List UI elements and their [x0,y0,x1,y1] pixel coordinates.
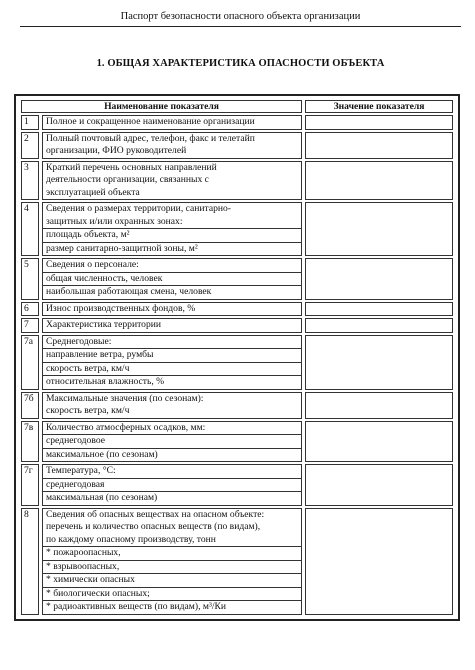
running-header: Паспорт безопасности опасного объекта организации [120,11,361,22]
table-row [21,258,453,300]
row-line: Характеристика территории [46,319,162,330]
table-row [21,318,453,333]
table-row [21,132,453,159]
row-line: * пожароопасных, [43,546,301,560]
value-cell[interactable] [305,302,453,317]
row-name [42,161,302,201]
value-cell[interactable] [305,202,453,256]
row-number: 4 [21,202,39,256]
row-line: общая численность, человек [43,272,301,286]
row-number: 8 [21,508,39,615]
row-line: Сведения о размерах территории, санитарно- [46,203,232,214]
row-name [42,508,302,615]
table-row [21,115,453,130]
row-line: * радиоактивных веществ (по видам), м³/Ки [43,600,301,614]
row-line: Полный почтовый адрес, телефон, факс и телетайп [46,132,255,144]
row-line: наибольшая работающая смена, человек [43,285,301,299]
value-cell[interactable] [305,392,453,419]
value-cell[interactable] [305,115,453,130]
value-cell[interactable] [305,258,453,300]
value-cell[interactable] [305,464,453,506]
row-line: деятельности организации, связанных с [46,174,209,185]
value-cell[interactable] [305,421,453,463]
row-number: 5 [21,258,39,300]
row-number: 7б [21,392,39,419]
row-number: 2 [21,132,39,159]
value-cell[interactable] [305,508,453,615]
row-line: направление ветра, румбы [43,348,301,362]
row-line: максимальное (по сезонам) [43,448,301,462]
row-line: Краткий перечень основных направлений [46,161,217,173]
row-name [42,421,302,463]
row-number: 7 [21,318,39,333]
row-line: Износ производственных фондов, % [46,302,196,314]
table-row [21,392,453,419]
row-line: Количество атмосферных осадков, мм: [46,421,206,433]
row-line: организации, ФИО руководителей [46,145,187,156]
header-rule [20,26,461,27]
table-row [21,202,453,256]
row-line: перечень и количество опасных веществ (по видам), [46,521,261,532]
value-cell[interactable] [305,318,453,333]
row-name [42,335,302,390]
value-cell[interactable] [305,335,453,390]
row-name [42,302,302,317]
row-name [42,258,302,300]
row-name [42,202,302,256]
row-line: Полное и сокращенное наименование организации [46,116,255,127]
value-cell[interactable] [305,161,453,201]
row-number: 7г [21,464,39,506]
row-line: Среднегодовые: [46,335,112,347]
row-line: защитных и/или охранных зонах: [46,215,183,227]
row-number: 7в [21,421,39,463]
table-row [21,421,453,463]
table-row [21,464,453,506]
table-header-row [21,100,453,113]
row-name [42,132,302,159]
row-line: среднегодовая [43,478,301,492]
col-header-value: Значение показателя [305,100,453,113]
row-number: 3 [21,161,39,201]
row-line: среднегодовое [43,434,301,448]
row-line: по каждому опасному производству, тонн [46,533,216,545]
table-row [21,161,453,201]
row-line: * взрывоопасных, [43,560,301,574]
row-line: * биологически опасных; [43,587,301,601]
row-name [42,464,302,506]
row-line: Сведения о персонале: [46,259,139,270]
row-line: скорость ветра, км/ч [46,405,130,416]
col-header-name: Наименование показателя [21,100,302,113]
row-line: относительная влажность, % [43,375,301,389]
row-line: скорость ветра, км/ч [43,362,301,376]
value-cell[interactable] [305,132,453,159]
row-number: 1 [21,115,39,130]
row-line: максимальная (по сезонам) [43,491,301,505]
row-line: Максимальные значения (по сезонам): [46,392,204,404]
section-title: 1. ОБЩАЯ ХАРАКТЕРИСТИКА ОПАСНОСТИ ОБЪЕКТА [96,58,385,69]
row-number: 6 [21,302,39,317]
row-line: Сведения об опасных веществах на опасном объекте: [46,508,265,520]
row-name [42,318,302,333]
row-name [42,392,302,419]
row-line: эксплуатацией объекта [46,186,140,198]
row-line: размер санитарно-защитной зоны, м² [43,242,301,256]
indicator-table [18,98,456,617]
table-row [21,508,453,615]
table-row [21,335,453,390]
row-number: 7а [21,335,39,390]
row-line: Температура, °С: [46,465,116,476]
row-name [42,115,302,130]
row-line: площадь объекта, м² [43,228,301,242]
row-line: * химически опасных [43,573,301,587]
table-row [21,302,453,317]
indicator-table-frame [14,94,460,621]
